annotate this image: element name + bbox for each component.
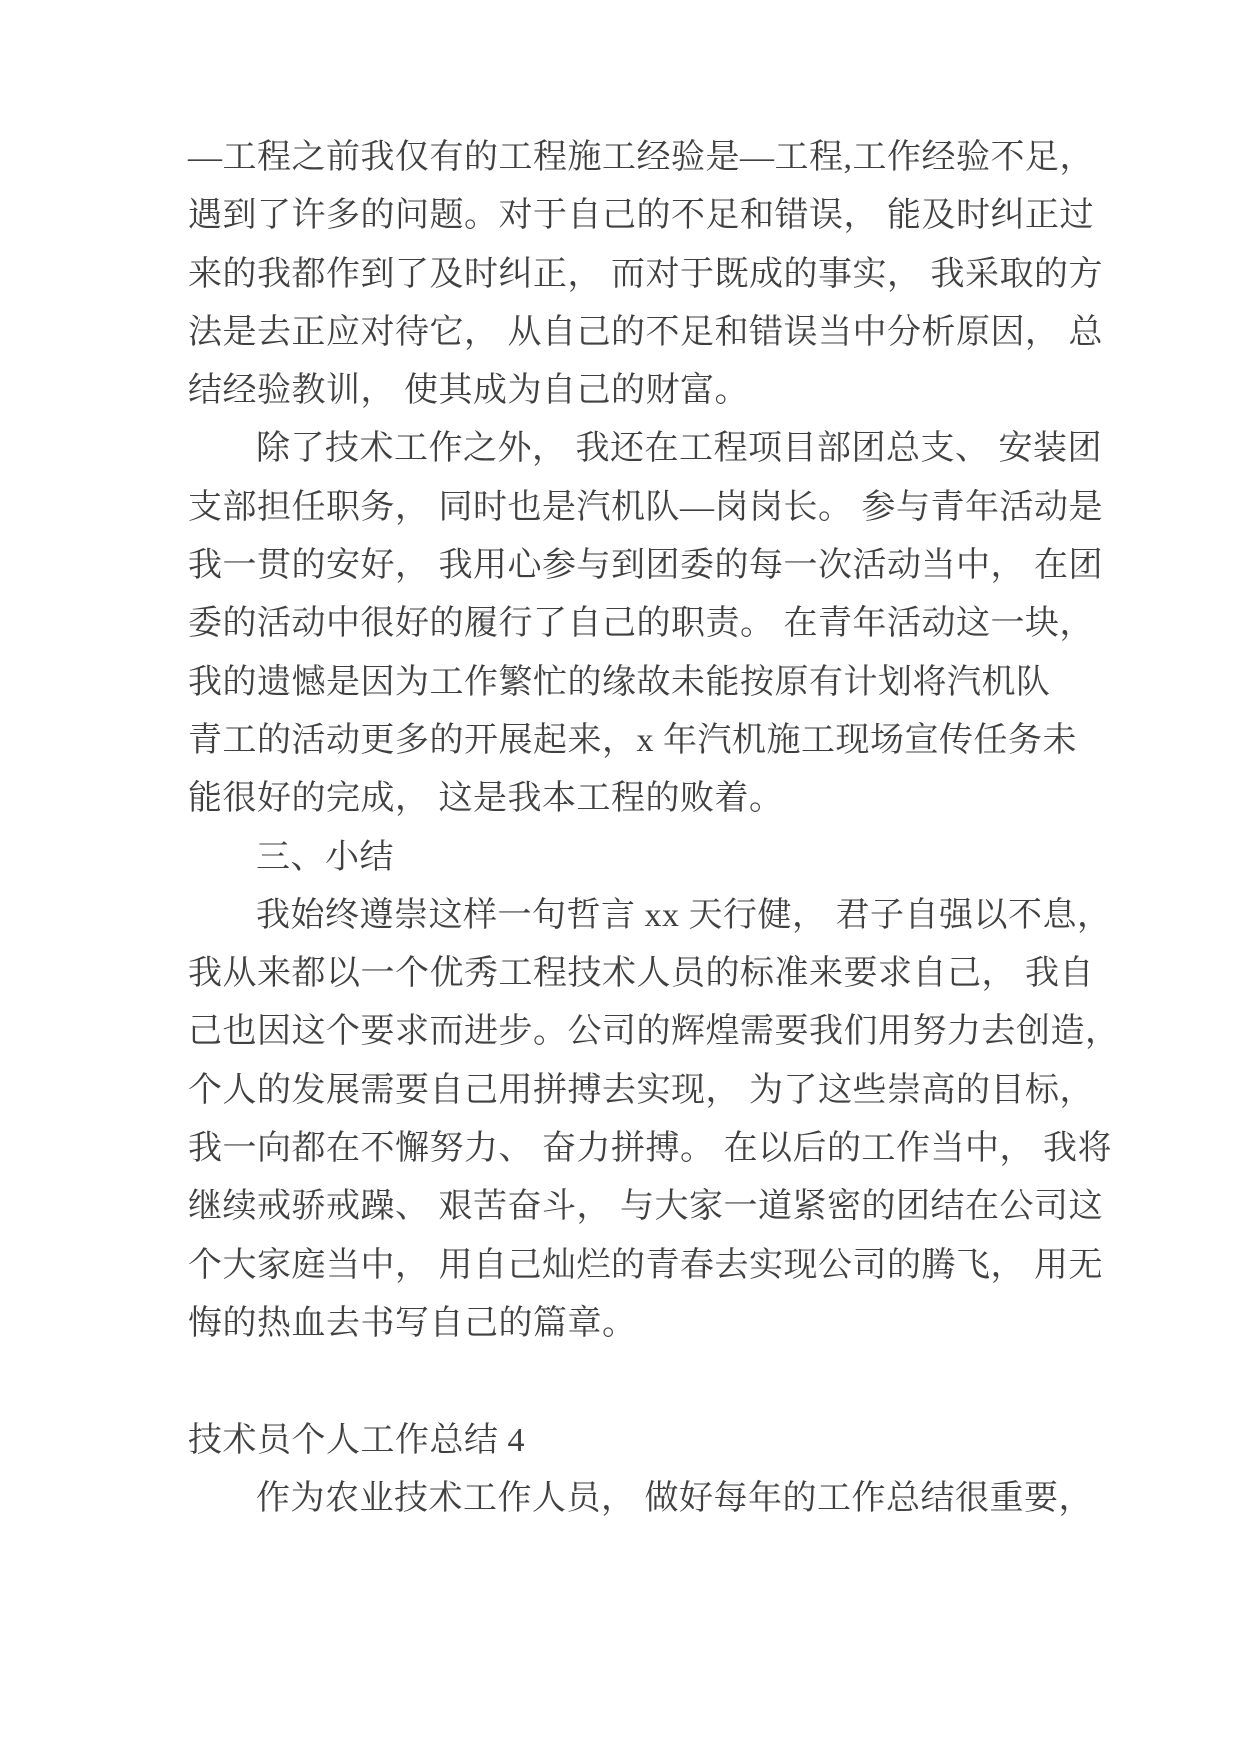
text-line: 结经验教训， 使其成为自己的财富。 xyxy=(188,372,749,410)
section-title-line: 技术员个人工作总结 4 xyxy=(188,1421,525,1459)
text-line: 委的活动中很好的履行了自己的职责。 在青年活动这一块， xyxy=(188,605,1094,643)
text-line: 能很好的完成， 这是我本工程的败着。 xyxy=(188,780,784,818)
text-line: 除了技术工作之外， 我还在工程项目部团总支、 安装团 xyxy=(256,430,1102,468)
text-line: 我一向都在不懈努力、 奋力拼搏。 在以后的工作当中， 我将 xyxy=(188,1130,1112,1168)
paragraph-2 xyxy=(188,420,1103,828)
heading-line: 三、小结 xyxy=(256,838,394,876)
heading-conclusion xyxy=(188,829,1088,887)
text-line: 遇到了许多的问题。对于自己的不足和错误， 能及时纠正过 xyxy=(188,197,1094,235)
text-line: 我的遗憾是因为工作繁忙的缘故未能按原有计划将汽机队 xyxy=(188,663,1051,701)
paragraph-1-continued xyxy=(188,129,1103,420)
text-line: 法是去正应对待它， 从自己的不足和错误当中分析原因， 总 xyxy=(188,313,1103,351)
document-text xyxy=(188,129,1120,1528)
text-line: 支部担任职务， 同时也是汽机队—岗岗长。 参与青年活动是 xyxy=(188,488,1103,526)
text-line: 个大家庭当中， 用自己灿烂的青春去实现公司的腾飞， 用无 xyxy=(188,1246,1103,1284)
section-title xyxy=(188,1412,1088,1470)
text-line: 来的我都作到了及时纠正， 而对于既成的事实， 我采取的方 xyxy=(188,255,1103,293)
text-line: 我一贯的安好， 我用心参与到团委的每一次活动当中， 在团 xyxy=(188,547,1103,585)
text-line: 作为农业技术工作人员， 做好每年的工作总结很重要， xyxy=(256,1479,1093,1517)
paragraph-4 xyxy=(188,1470,1093,1528)
text-line: 己也因这个要求而进步。公司的辉煌需要我们用努力去创造， xyxy=(188,1013,1120,1051)
paragraph-3 xyxy=(188,887,1120,1353)
blank-line xyxy=(188,1353,1088,1411)
text-line: —工程之前我仅有的工程施工经验是—工程,工作经验不足， xyxy=(188,139,1094,176)
text-line: 继续戒骄戒躁、 艰苦奋斗， 与大家一道紧密的团结在公司这 xyxy=(188,1188,1103,1226)
text-line: 我始终遵崇这样一句哲言 xx 天行健， 君子自强以不息， xyxy=(256,896,1112,934)
text-line: 悔的热血去书写自己的篇章。 xyxy=(188,1304,637,1342)
text-line: 个人的发展需要自己用拼搏去实现， 为了这些崇高的目标， xyxy=(188,1071,1094,1109)
text-line: 青工的活动更多的开展起来，x 年汽机施工现场宣传任务未 xyxy=(188,721,1077,759)
text-line: 我从来都以一个优秀工程技术人员的标准来要求自己， 我自 xyxy=(188,955,1094,993)
